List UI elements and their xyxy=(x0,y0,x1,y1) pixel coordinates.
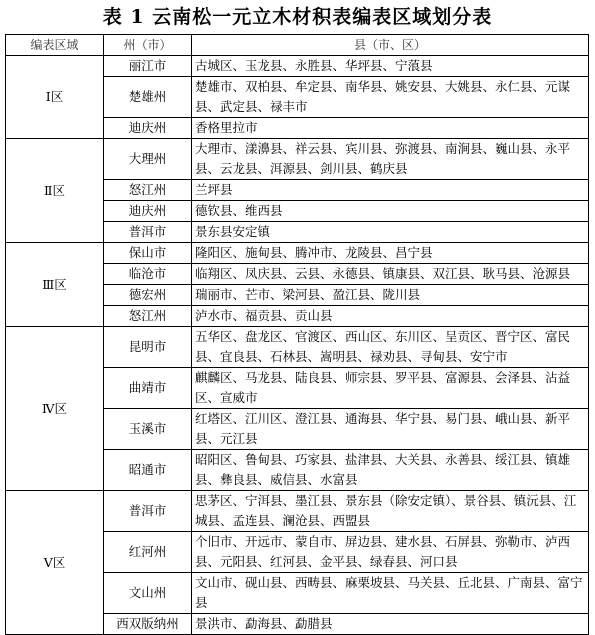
prefecture-cell: 文山州 xyxy=(104,573,192,614)
counties-cell: 兰坪县 xyxy=(192,180,589,201)
header-counties: 县（市、区） xyxy=(192,35,589,56)
counties-cell: 临翔区、凤庆县、云县、永德县、镇康县、双江县、耿马县、沧源县 xyxy=(192,264,589,285)
table-row xyxy=(6,491,589,532)
page-title: 表 1 云南松一元立木材积表编表区域划分表 xyxy=(102,6,493,28)
counties-cell: 香格里拉市 xyxy=(192,118,589,139)
prefecture-cell: 丽江市 xyxy=(104,56,192,77)
prefecture-cell: 玉溪市 xyxy=(104,409,192,450)
counties-cell: 五华区、盘龙区、官渡区、西山区、东川区、呈贡区、晋宁区、富民县、宜良县、石林县、嵩明县、禄劝县、寻甸县、安宁市 xyxy=(192,327,589,368)
counties-cell: 隆阳区、施甸县、腾冲市、龙陵县、昌宁县 xyxy=(192,243,589,264)
header-zone: 编表区域 xyxy=(6,35,104,56)
table-row xyxy=(6,56,589,77)
counties-cell: 个旧市、开远市、蒙自市、屏边县、建水县、石屏县、弥勒市、泸西县、元阳县、红河县、金平县、绿春县、河口县 xyxy=(192,532,589,573)
table-header-row xyxy=(6,35,589,56)
prefecture-cell: 怒江州 xyxy=(104,180,192,201)
counties-cell: 景洪市、勐海县、勐腊县 xyxy=(192,614,589,635)
zone-cell: Ⅱ区 xyxy=(6,139,104,243)
counties-cell: 泸水市、福贡县、贡山县 xyxy=(192,306,589,327)
zone-cell: Ⅲ区 xyxy=(6,243,104,327)
counties-cell: 德钦县、维西县 xyxy=(192,201,589,222)
counties-cell: 思茅区、宁洱县、墨江县、景东县（除安定镇）、景谷县、镇沅县、江城县、孟连县、澜沧县、西盟县 xyxy=(192,491,589,532)
prefecture-cell: 临沧市 xyxy=(104,264,192,285)
counties-cell: 红塔区、江川区、澄江县、通海县、华宁县、易门县、峨山县、新平县、元江县 xyxy=(192,409,589,450)
counties-cell: 昭阳区、鲁甸县、巧家县、盐津县、大关县、永善县、绥江县、镇雄县、彝良县、威信县、水富县 xyxy=(192,450,589,491)
region-table xyxy=(5,34,589,635)
zone-cell: Ⅴ区 xyxy=(6,491,104,635)
prefecture-cell: 红河州 xyxy=(104,532,192,573)
counties-cell: 麒麟区、马龙县、陆良县、师宗县、罗平县、富源县、会泽县、沾益区、宣威市 xyxy=(192,368,589,409)
prefecture-cell: 迪庆州 xyxy=(104,201,192,222)
prefecture-cell: 曲靖市 xyxy=(104,368,192,409)
prefecture-cell: 大理州 xyxy=(104,139,192,180)
zone-cell: Ⅳ区 xyxy=(6,327,104,491)
zone-cell: Ⅰ区 xyxy=(6,56,104,139)
prefecture-cell: 德宏州 xyxy=(104,285,192,306)
counties-cell: 古城区、玉龙县、永胜县、华坪县、宁蒗县 xyxy=(192,56,589,77)
prefecture-cell: 保山市 xyxy=(104,243,192,264)
counties-cell: 景东县安定镇 xyxy=(192,222,589,243)
table-row xyxy=(6,243,589,264)
counties-cell: 楚雄市、双柏县、牟定县、南华县、姚安县、大姚县、永仁县、元谋县、武定县、禄丰市 xyxy=(192,77,589,118)
counties-cell: 瑞丽市、芒市、梁河县、盈江县、陇川县 xyxy=(192,285,589,306)
prefecture-cell: 西双版纳州 xyxy=(104,614,192,635)
prefecture-cell: 普洱市 xyxy=(104,491,192,532)
prefecture-cell: 普洱市 xyxy=(104,222,192,243)
prefecture-cell: 楚雄州 xyxy=(104,77,192,118)
prefecture-cell: 昭通市 xyxy=(104,450,192,491)
prefecture-cell: 怒江州 xyxy=(104,306,192,327)
prefecture-cell: 昆明市 xyxy=(104,327,192,368)
prefecture-cell: 迪庆州 xyxy=(104,118,192,139)
counties-cell: 大理市、漾濞县、祥云县、宾川县、弥渡县、南涧县、巍山县、永平县、云龙县、洱源县、剑川县、鹤庆县 xyxy=(192,139,589,180)
table-row xyxy=(6,327,589,368)
header-prefecture: 州（市） xyxy=(104,35,192,56)
counties-cell: 文山市、砚山县、西畴县、麻栗坡县、马关县、丘北县、广南县、富宁县 xyxy=(192,573,589,614)
table-row xyxy=(6,139,589,180)
